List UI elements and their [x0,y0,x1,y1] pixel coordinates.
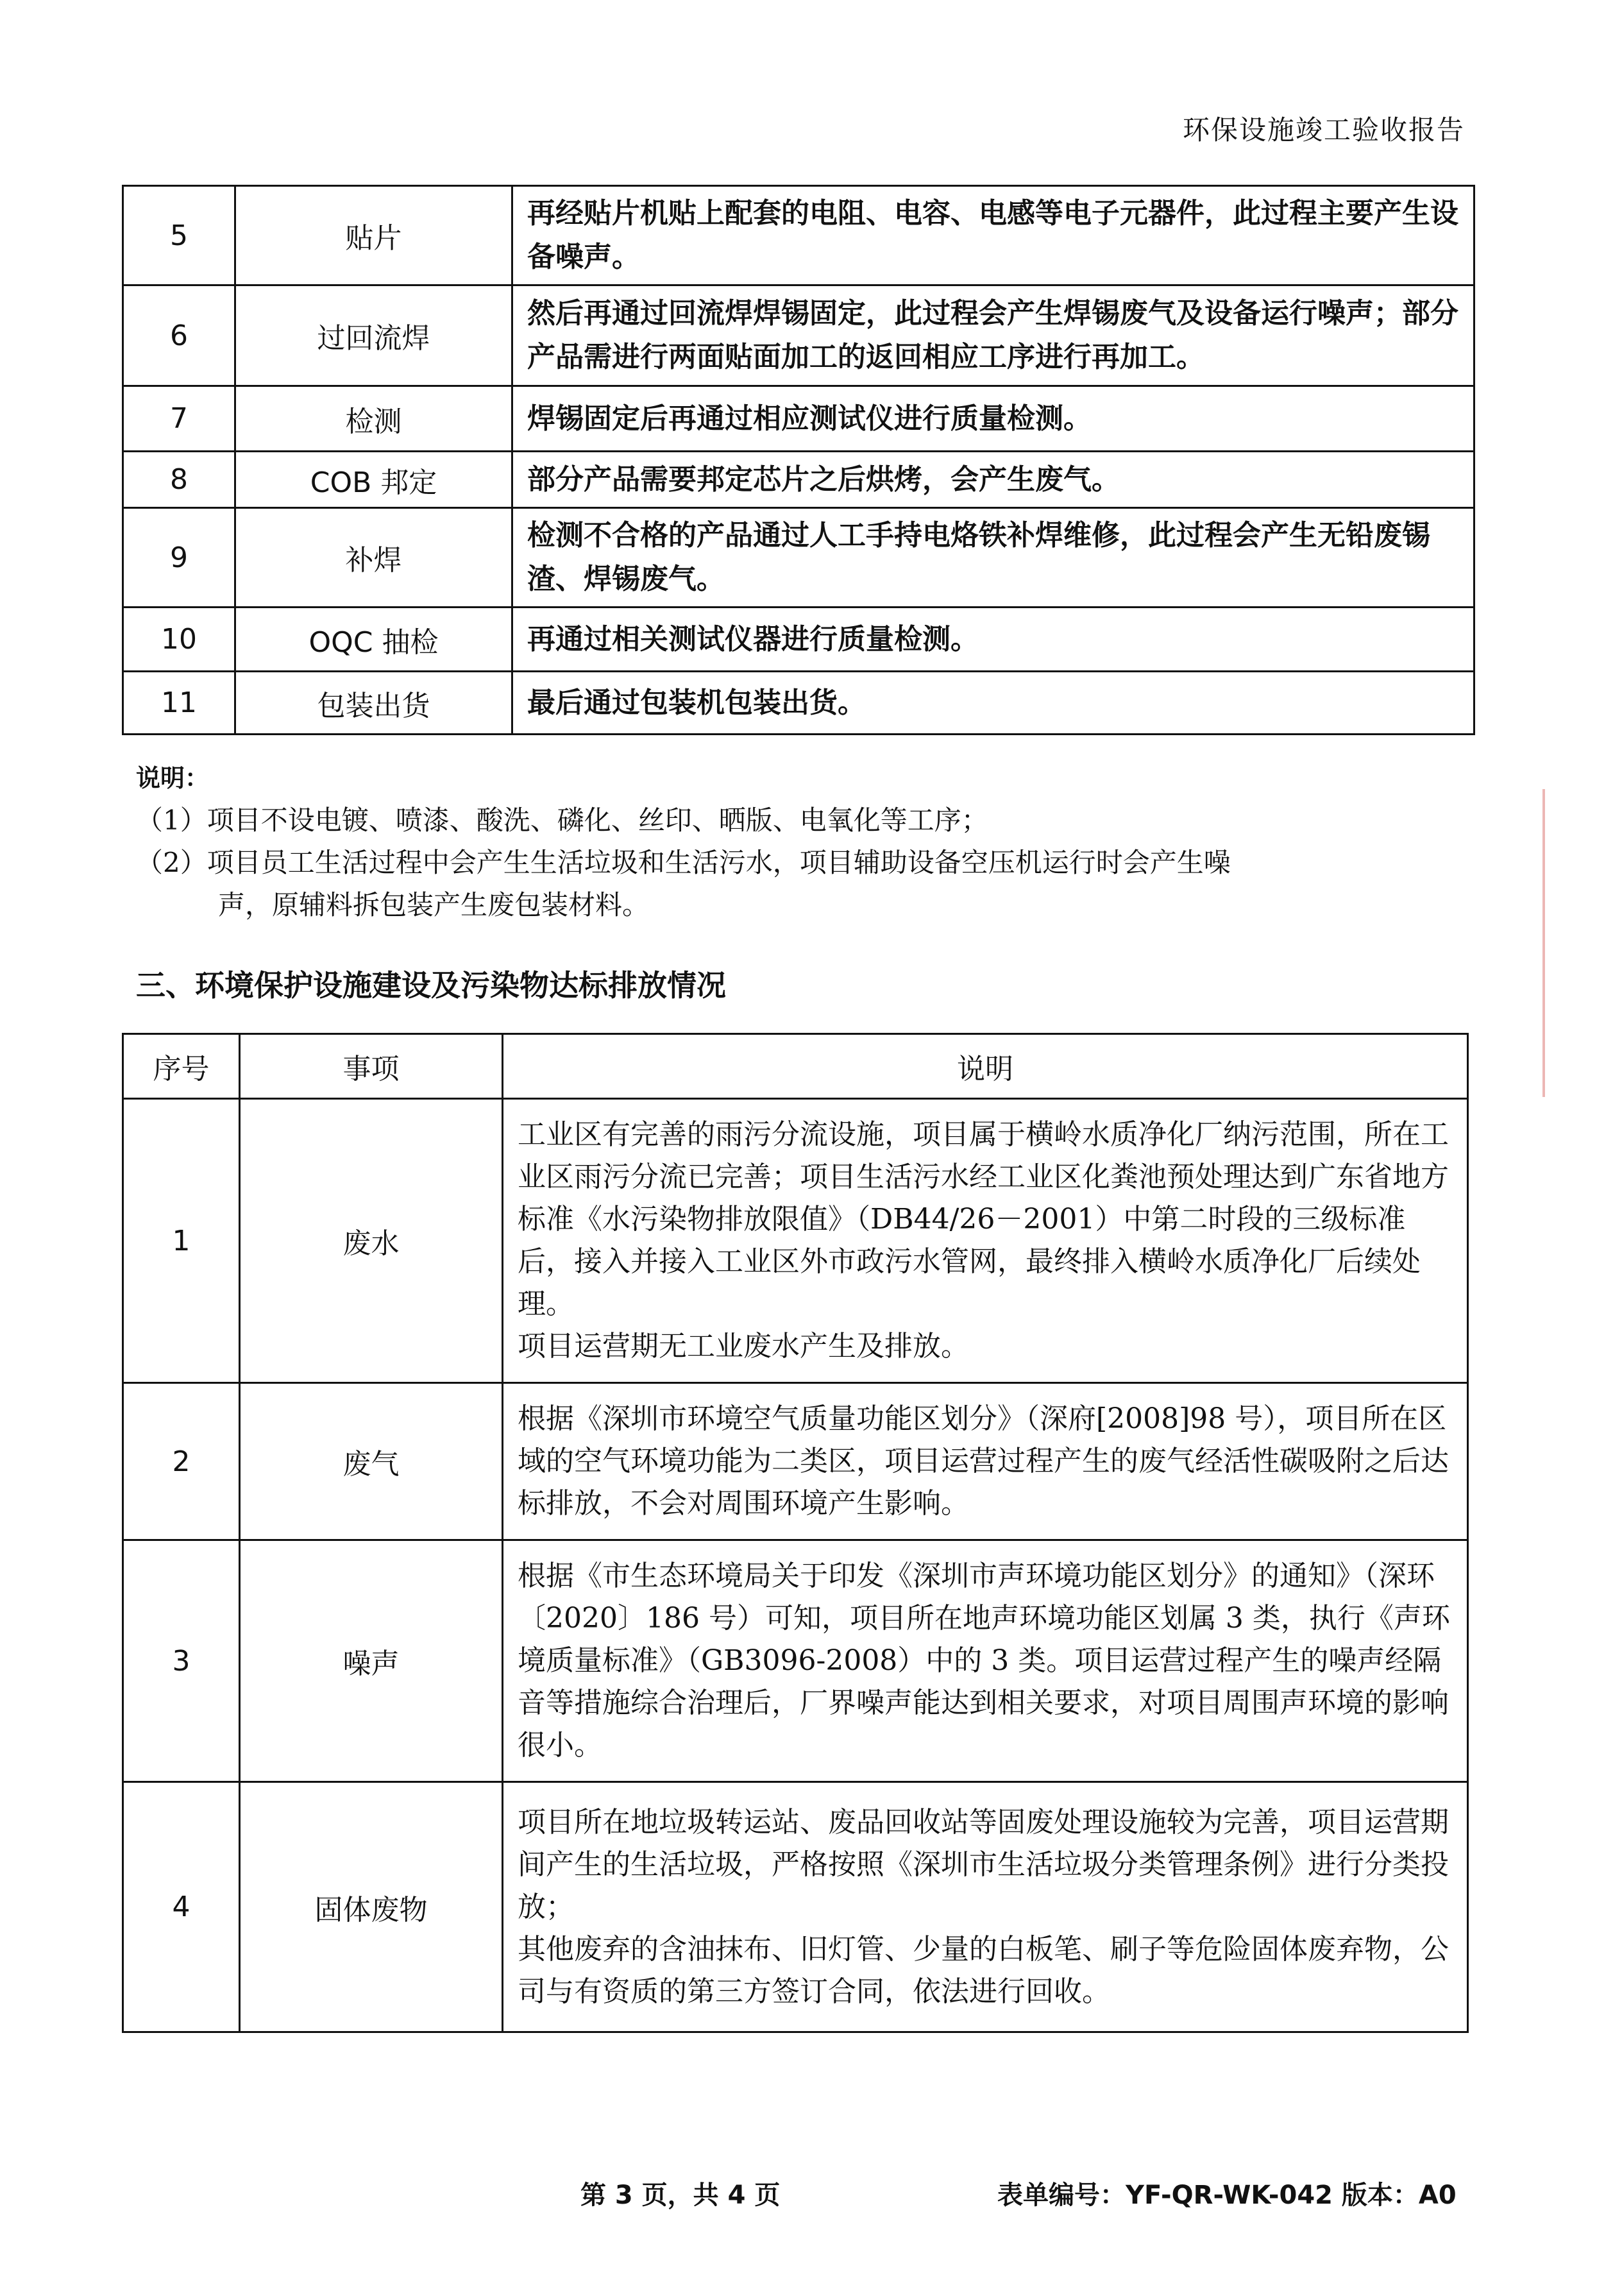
description-paragraph: 项目所在地垃圾转运站、废品回收站等固废处理设施较为完善，项目运营期间产生的生活垃圾，严格按照《深圳市生活垃圾分类管理条例》进行分类投放； [518,1805,1449,1923]
item-description: 根据《深圳市环境空气质量功能区划分》（深府[2008]98 号），项目所在区域的空气环境功能为二类区，项目运营过程产生的废气经活性碳吸附之后达标排放，不会对周围环境产生影响。 [503,1383,1468,1540]
item-name: 固体废物 [240,1782,503,2032]
note-item-1: （1）项目不设电镀、喷漆、酸洗、磷化、丝印、晒版、电氧化等工序； [136,804,988,836]
header-item: 事项 [240,1034,503,1099]
item-description [503,1099,1468,1383]
row-number: 5 [123,186,235,285]
table-row [123,1099,1468,1383]
table-row [123,452,1474,508]
table-row [123,1540,1468,1782]
header-desc: 说明 [503,1034,1468,1099]
note-item-2: （2）项目员工生活过程中会产生生活垃圾和生活污水，项目辅助设备空压机运行时会产生噪 [136,847,1231,878]
item-name: 废气 [240,1383,503,1540]
step-description: 部分产品需要邦定芯片之后烘烤，会产生废气。 [512,452,1474,508]
item-name: 噪声 [240,1540,503,1782]
step-name: 过回流焊 [235,285,512,386]
table-header-row [123,1034,1468,1099]
item-description: 根据《市生态环境局关于印发《深圳市声环境功能区划分》的通知》（深环〔2020〕186 号）可知，项目所在地声环境功能区划属 3 类，执行《声环境质量标准》（GB3096-2008）中的 3 类。项目运营过程产生的噪声经隔音等措施综合治理后，厂界噪声能达到相关要求，对项目周围声环境的影响很小。 [503,1540,1468,1782]
row-number: 4 [123,1782,240,2032]
step-name: 贴片 [235,186,512,285]
row-number: 9 [123,508,235,608]
row-number: 8 [123,452,235,508]
page-number: 第 3 页，共 4 页 [580,2181,781,2210]
notes-title: 说明： [136,763,210,792]
step-name: 补焊 [235,508,512,608]
step-description: 再经贴片机贴上配套的电阻、电容、电感等电子元器件，此过程主要产生设备噪声。 [512,186,1474,285]
table-row [123,508,1474,608]
environment-table [122,1033,1469,2033]
step-description: 再通过相关测试仪器进行质量检测。 [512,608,1474,672]
row-number: 11 [123,672,235,735]
report-title: 环保设施竣工验收报告 [1182,114,1465,146]
row-number: 1 [123,1099,240,1383]
table-row [123,386,1474,452]
row-number: 2 [123,1383,240,1540]
notes-block [136,757,1483,926]
seal-stamp-edge [1542,789,1596,1097]
step-name: 包装出货 [235,672,512,735]
step-name: COB 邦定 [235,452,512,508]
item-name: 废水 [240,1099,503,1383]
item-description [503,1782,1468,2032]
description-paragraph: 工业区有完善的雨污分流设施，项目属于横岭水质净化厂纳污范围，所在工业区雨污分流已完善；项目生活污水经工业区化粪池预处理达到广东省地方标准《水污染物排放限值》（DB44/26－2001）中第二时段的三级标准后，接入并接入工业区外市政污水管网，最终排入横岭水质净化厂后续处理。 [518,1118,1449,1320]
step-name: OQC 抽检 [235,608,512,672]
step-description: 然后再通过回流焊焊锡固定，此过程会产生焊锡废气及设备运行噪声；部分产品需进行两面贴面加工的返回相应工序进行再加工。 [512,285,1474,386]
step-name: 检测 [235,386,512,452]
table-row [123,1782,1468,2032]
row-number: 6 [123,285,235,386]
step-description: 焊锡固定后再通过相应测试仪进行质量检测。 [512,386,1474,452]
process-table [122,185,1475,735]
table-row [123,1383,1468,1540]
table-row [123,285,1474,386]
step-description: 最后通过包装机包装出货。 [512,672,1474,735]
step-description: 检测不合格的产品通过人工手持电烙铁补焊维修，此过程会产生无铅废锡渣、焊锡废气。 [512,508,1474,608]
table-row [123,672,1474,735]
description-paragraph: 项目运营期无工业废水产生及排放。 [518,1330,969,1363]
section-heading: 三、环境保护设施建设及污染物达标排放情况 [136,968,726,1003]
row-number: 3 [123,1540,240,1782]
table-row [123,186,1474,285]
row-number: 7 [123,386,235,452]
form-number: 表单编号：YF-QR-WK-042 版本：A0 [997,2181,1457,2210]
header-num: 序号 [123,1034,240,1099]
row-number: 10 [123,608,235,672]
description-paragraph: 其他废弃的含油抹布、旧灯管、少量的白板笔、刷子等危险固体废弃物，公司与有资质的第三方签订合同，依法进行回收。 [518,1932,1449,2008]
note-item-2-continued: 声，原辅料拆包装产生废包装材料。 [218,889,650,921]
table-row [123,608,1474,672]
